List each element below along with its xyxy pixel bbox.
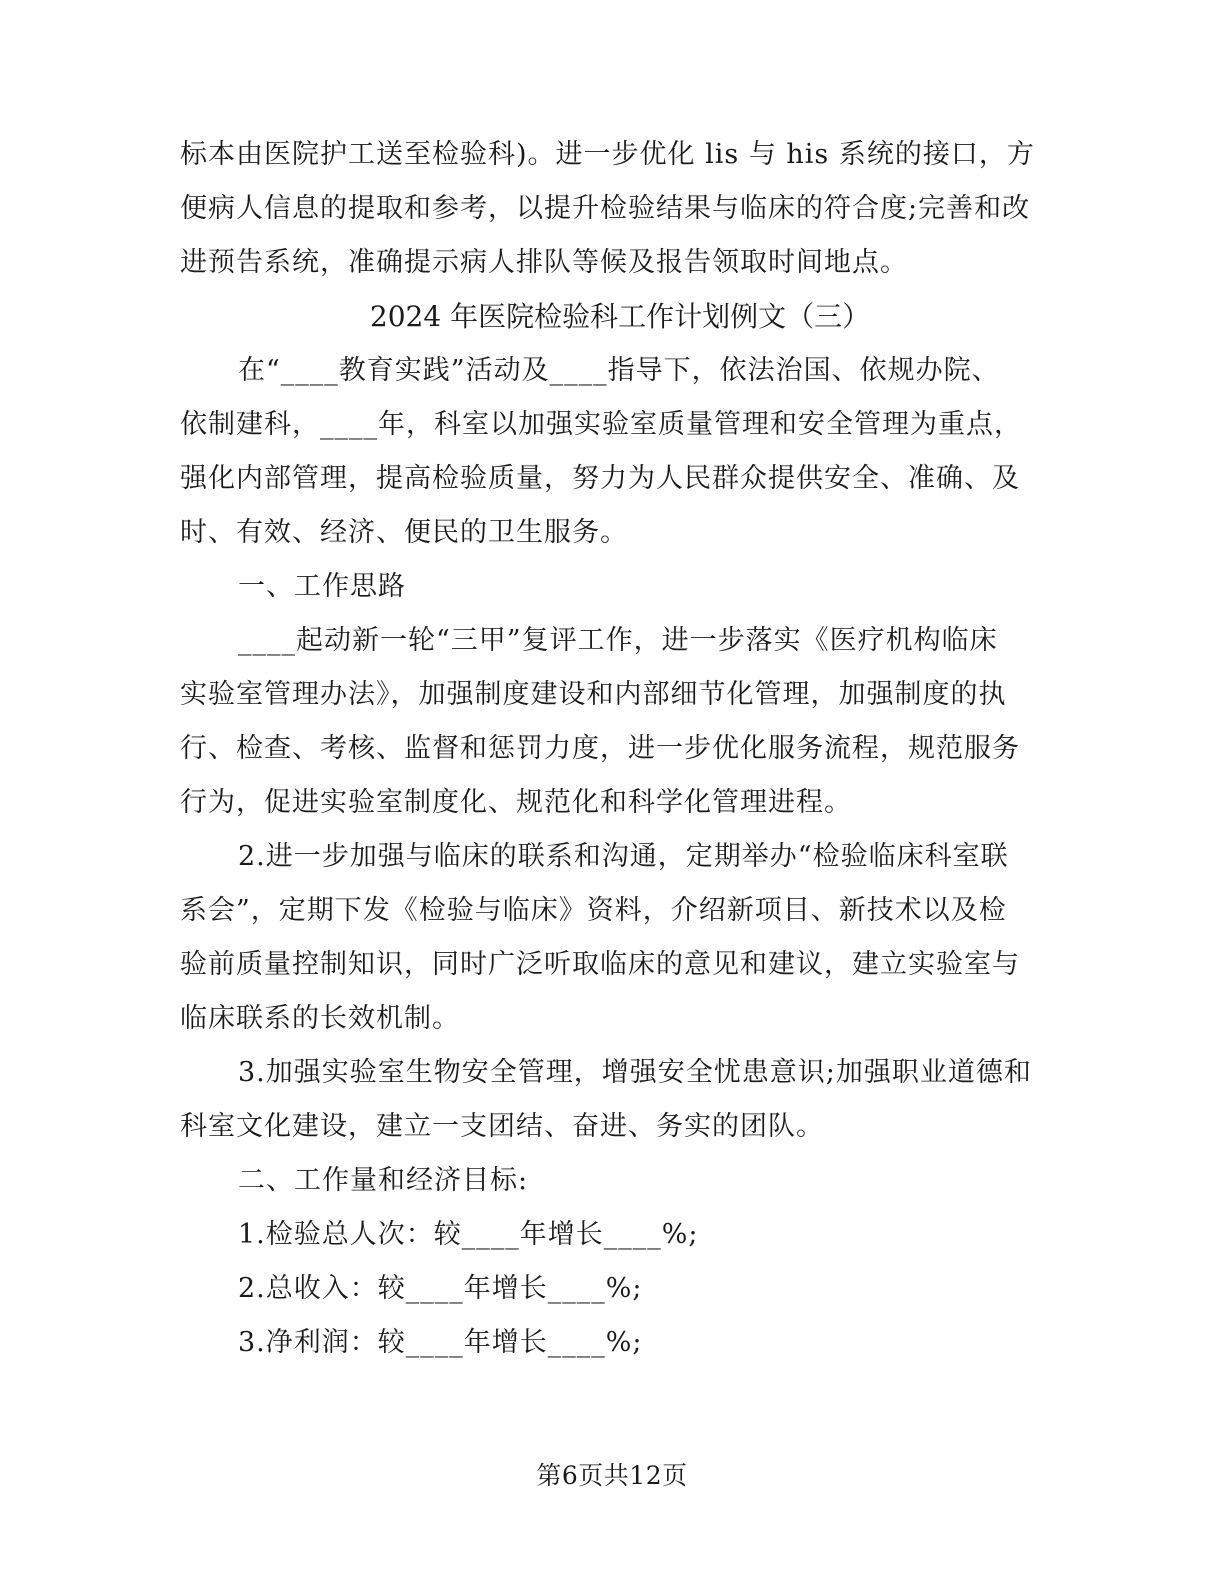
section-title: 2024 年医院检验科工作计划例文（三） [369,300,871,333]
text-line: ____起动新一轮“三甲”复评工作，进一步落实《医疗机构临床 [238,625,998,656]
text-line: 临床联系的长效机制。 [180,1003,460,1034]
text-line: 时、有效、经济、便民的卫生服务。 [180,517,628,548]
body-text [180,344,1040,1370]
text-line: 科室文化建设，建立一支团结、奋进、务实的团队。 [180,1111,824,1142]
text-line: 行为，促进实验室制度化、规范化和科学化管理进程。 [180,787,852,818]
list-item: 1.检验总人次：较____年增长____%; [238,1219,699,1250]
text-line: 验前质量控制知识，同时广泛听取临床的意见和建议，建立实验室与 [180,949,1020,980]
text-line: 系会”，定期下发《检验与临床》资料，介绍新项目、新技术以及检 [180,895,1007,926]
text-line: 标本由医院护工送至检验科)。进一步优化 lis 与 his 系统的接口，方 [180,139,1035,170]
text-line: 进预告系统，准确提示病人排队等候及报告领取时间地点。 [180,247,908,278]
text-line: 依制建科，____年，科室以加强实验室质量管理和安全管理为重点， [180,409,1022,440]
continued-paragraph [180,128,1040,290]
text-line: 在“____教育实践”活动及____指导下，依法治国、依规办院、 [238,355,1000,386]
list-item: 3.净利润：较____年增长____%; [238,1327,643,1358]
heading-line: 二、工作量和经济目标: [238,1165,529,1196]
text-line: 行、检查、考核、监督和惩罚力度，进一步优化服务流程，规范服务 [180,733,1020,764]
page-number: 第6页共12页 [536,1461,688,1490]
text-line: 强化内部管理，提高检验质量，努力为人民群众提供安全、准确、及 [180,463,1020,494]
text-line: 2.进一步加强与临床的联系和沟通，定期举办“检验临床科室联 [238,841,1009,872]
text-line: 实验室管理办法》，加强制度建设和内部细节化管理，加强制度的执 [180,679,1007,710]
text-line: 3.加强实验室生物安全管理，增强安全忧患意识;加强职业道德和 [238,1057,1032,1088]
list-item: 2.总收入：较____年增长____%; [238,1273,643,1304]
document-page [180,128,1040,1370]
text-line: 便病人信息的提取和参考，以提升检验结果与临床的符合度;完善和改 [180,193,1031,224]
heading-line: 一、工作思路 [238,571,406,602]
